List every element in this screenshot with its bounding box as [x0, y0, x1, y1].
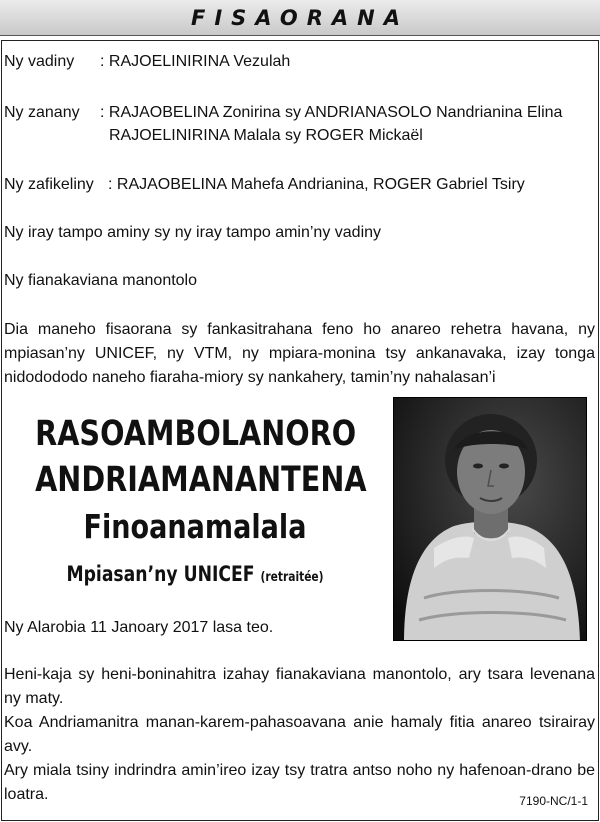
deceased-name-line-1: RASOAMBOLANORO: [35, 414, 357, 454]
closing-paragraph-1: Heni-kaja sy heni-boninahitra izahay fianakaviana manontolo, ary tsara levenana ny maty.: [4, 666, 595, 707]
deceased-role-note: (retraitée): [260, 570, 324, 585]
zanany-row: [4, 101, 562, 124]
thanks-paragraph: Dia maneho fisaorana sy fankasitrahana feno ho anareo rehetra havana, ny mpiasan’ny UNICEF, ny VTM, ny mpiara-monina tsy ankanavaka, izay tonga nidodododo naneho fiaraha-miory sy nankahery, tamin’ny nahalasan’i: [4, 321, 595, 386]
vadiny-value: : RAJOELINIRINA Vezulah: [100, 53, 291, 70]
closing-paragraph-3: Ary miala tsiny indrindra amin’ireo izay tsy tratra antso noho ny hafenoan-drano be loatra.: [4, 762, 595, 803]
iray-tampo-line: Ny iray tampo aminy sy ny iray tampo amin’ny vadiny: [4, 224, 382, 241]
zanany-value-2: RAJOELINIRINA Malala sy ROGER Mickaël: [109, 127, 423, 144]
closing-paragraph-2: Koa Andriamanitra manan-karem-pahasoavana anie hamaly fitia anareo tsirairay avy.: [4, 714, 595, 755]
zanany-value-1: : RAJAOBELINA Zonirina sy ANDRIANASOLO Nandrianina Elina: [100, 104, 563, 121]
portrait-image: [394, 398, 587, 641]
zafikeliny-label: Ny zafikeliny: [4, 176, 94, 193]
reference-code: 7190-NC/1-1: [519, 794, 588, 808]
deceased-name-line-2: ANDRIAMANANTENA: [35, 460, 367, 500]
zafikeliny-value: : RAJAOBELINA Mahefa Andrianina, ROGER Gabriel Tsiry: [108, 176, 525, 193]
zafikeliny-row: [4, 173, 525, 196]
deceased-role: [35, 560, 355, 592]
deceased-name-line-3: Finoanamalala: [83, 507, 307, 546]
vadiny-row: [4, 50, 290, 73]
deceased-role-text: Mpiasan’ny UNICEF: [66, 562, 255, 586]
death-date-line: Ny Alarobia 11 Janoary 2017 lasa teo.: [4, 619, 274, 636]
fianakaviana-line: Ny fianakaviana manontolo: [4, 272, 198, 289]
notice-title: FISAORANA: [191, 6, 409, 30]
vadiny-label: Ny vadiny: [4, 53, 75, 70]
deceased-photo: [393, 397, 587, 641]
zanany-label: Ny zanany: [4, 104, 80, 121]
notice-header: [0, 0, 600, 36]
